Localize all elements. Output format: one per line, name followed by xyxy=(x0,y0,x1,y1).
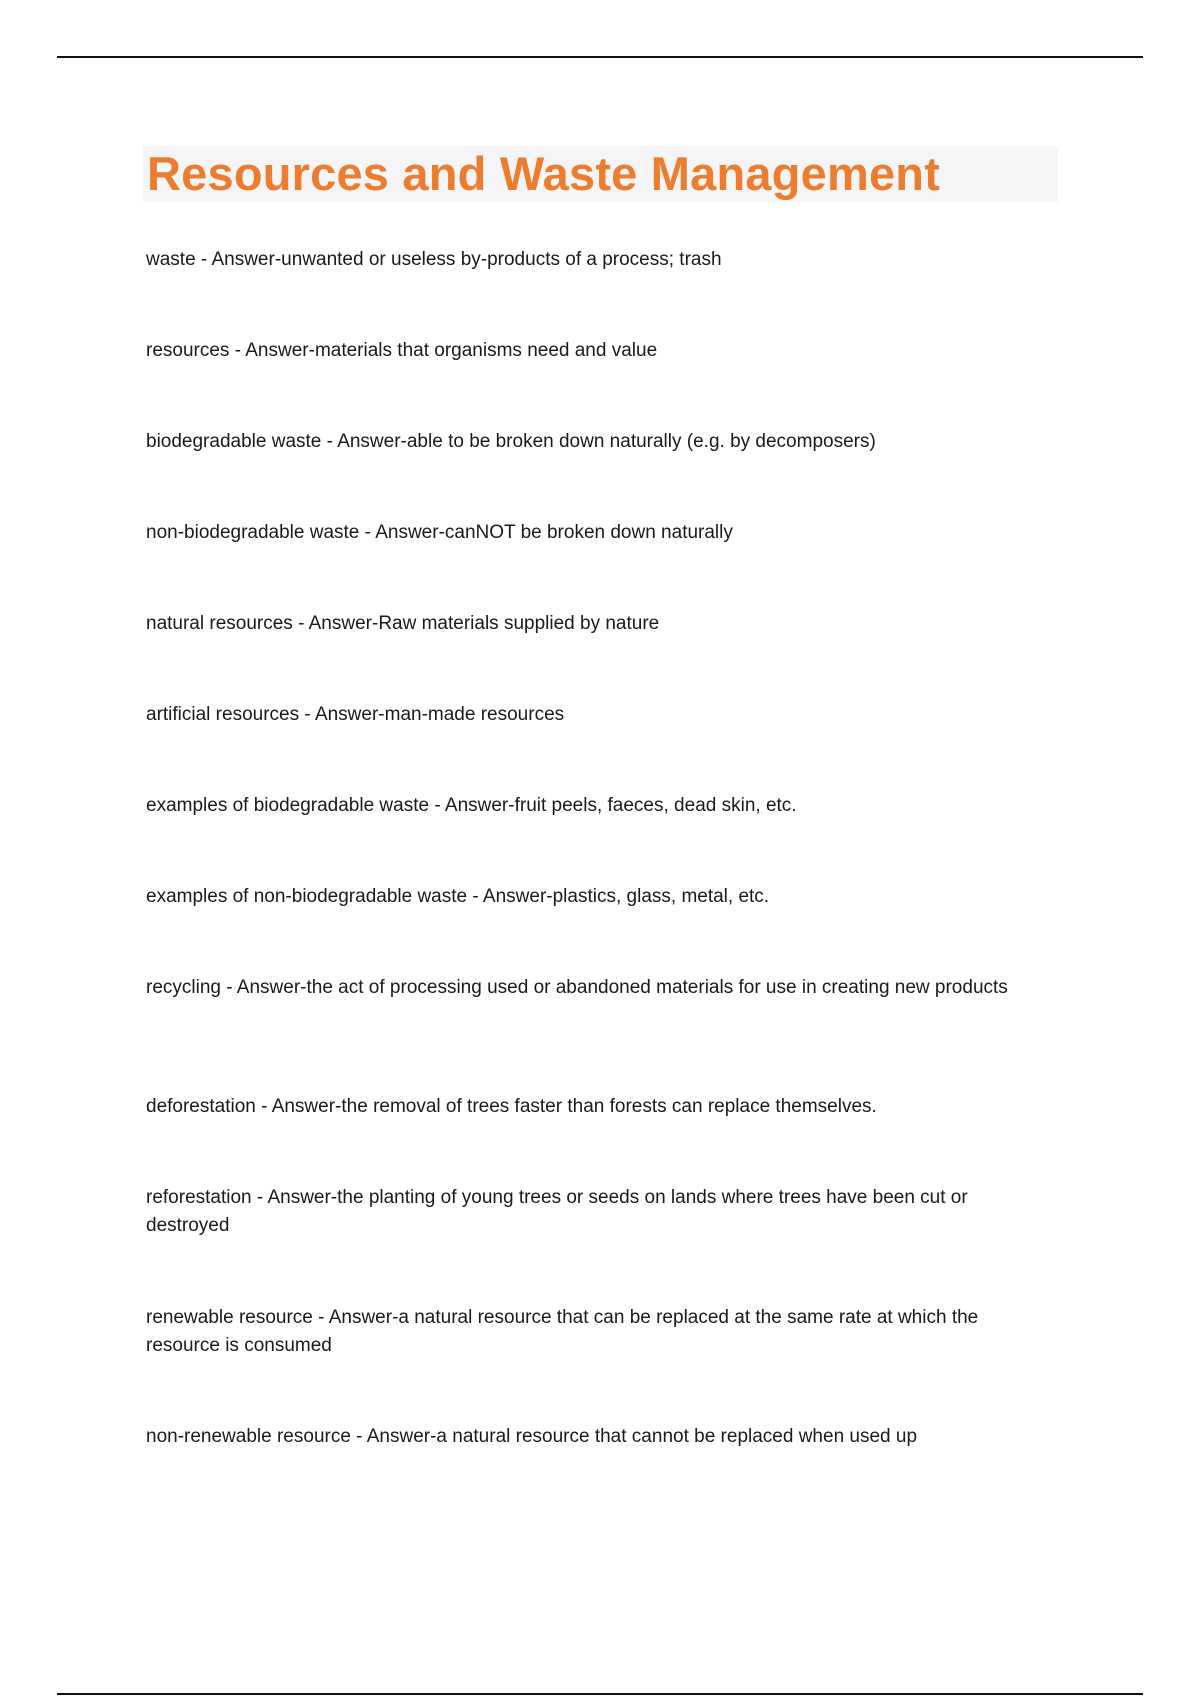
entry-non-biodegradable-waste: non-biodegradable waste - Answer-canNOT be broken down naturally xyxy=(146,522,733,543)
entry-waste: waste - Answer-unwanted or useless by-products of a process; trash xyxy=(146,249,722,270)
entry-reforestation: reforestation - Answer-the planting of young trees or seeds on lands where trees have been cut or destroyed xyxy=(146,1187,968,1236)
entry-resources: resources - Answer-materials that organisms need and value xyxy=(146,340,658,361)
entry-recycling: recycling - Answer-the act of processing used or abandoned materials for use in creating new products xyxy=(146,977,1008,998)
entry-artificial-resources: artificial resources - Answer-man-made resources xyxy=(146,704,565,725)
entry-deforestation: deforestation - Answer-the removal of trees faster than forests can replace themselves. xyxy=(146,1096,877,1117)
header-rule xyxy=(57,56,1143,58)
entry-non-renewable-resource: non-renewable resource - Answer-a natural resource that cannot be replaced when used up xyxy=(146,1426,918,1447)
footer-rule xyxy=(57,1693,1143,1695)
entry-natural-resources: natural resources - Answer-Raw materials supplied by nature xyxy=(146,613,660,634)
entry-renewable-resource: renewable resource - Answer-a natural resource that can be replaced at the same rate at which the resource is consumed xyxy=(146,1307,979,1356)
page-title: Resources and Waste Management xyxy=(147,147,941,200)
entry-biodegradable-waste: biodegradable waste - Answer-able to be broken down naturally (e.g. by decomposers) xyxy=(146,431,876,452)
entry-examples-biodegradable: examples of biodegradable waste - Answer-fruit peels, faeces, dead skin, etc. xyxy=(146,795,797,816)
entry-examples-non-biodegradable: examples of non-biodegradable waste - Answer-plastics, glass, metal, etc. xyxy=(146,886,770,907)
